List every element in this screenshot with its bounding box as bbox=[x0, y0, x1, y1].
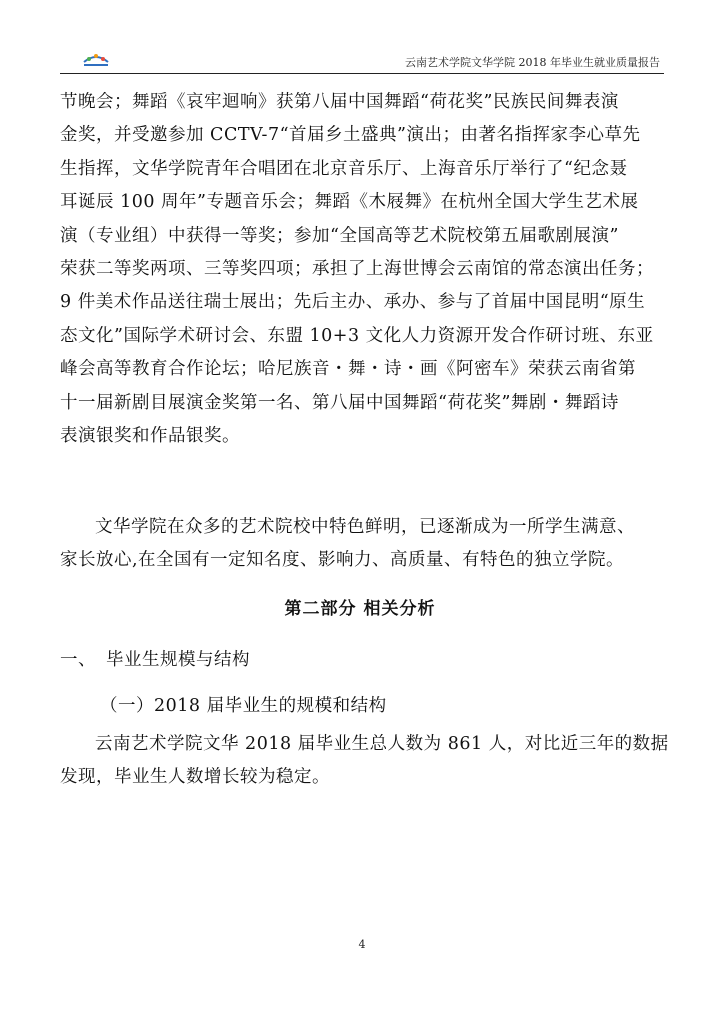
school-logo-icon bbox=[78, 52, 114, 68]
heading-level-1 bbox=[60, 648, 250, 672]
text-line: 演（专业组）中获得一等奖；参加“全国高等艺术院校第五届歌剧展演” bbox=[60, 225, 619, 246]
text-line: 发现，毕业生人数增长较为稳定。 bbox=[60, 767, 330, 788]
text-line: 家长放心,在全国有一定知名度、影响力、高质量、有特色的独立学院。 bbox=[60, 550, 625, 571]
text-line: 峰会高等教育合作论坛；哈尼族音・舞・诗・画《阿密车》荣获云南省第 bbox=[60, 359, 636, 380]
heading-text: 毕业生规模与结构 bbox=[106, 650, 250, 670]
paragraph-achievements bbox=[60, 86, 660, 453]
paragraph-summary bbox=[60, 511, 660, 578]
page-header bbox=[60, 48, 664, 74]
text-line: 文华学院在众多的艺术院校中特色鲜明，已逐渐成为一所学生满意、 bbox=[95, 517, 635, 537]
header-rule bbox=[60, 73, 664, 74]
section-heading: 第二部分 相关分析 bbox=[284, 599, 436, 619]
text-line: 态文化”国际学术研讨会、东盟 10+3 文化人力资源开发合作研讨班、东亚 bbox=[60, 325, 654, 346]
paragraph-graduates bbox=[60, 728, 669, 795]
text-line: 云南艺术学院文华 2018 届毕业生总人数为 861 人，对比近三年的数据 bbox=[95, 734, 669, 754]
heading-number: 一、 bbox=[60, 650, 96, 670]
text-line: 耳诞辰 100 周年”专题音乐会；舞蹈《木屐舞》在杭州全国大学生艺术展 bbox=[60, 192, 639, 213]
text-line: 十一届新剧目展演金奖第一名、第八届中国舞蹈“荷花奖”舞剧・舞蹈诗 bbox=[60, 392, 619, 413]
text-line: 金奖，并受邀参加 CCTV-7“首届乡土盛典”演出；由著名指挥家李心草先 bbox=[60, 125, 641, 146]
page-number: 4 bbox=[358, 938, 366, 951]
text-line: 9 件美术作品送往瑞士展出；先后主办、承办、参与了首届中国昆明“原生 bbox=[60, 292, 646, 313]
text-line: 节晚会；舞蹈《哀牢迴响》获第八届中国舞蹈“荷花奖”民族民间舞表演 bbox=[60, 92, 619, 112]
text-line: 生指挥，文华学院青年合唱团在北京音乐厅、上海音乐厅举行了“纪念聂 bbox=[60, 158, 628, 179]
header-title: 云南艺术学院文华学院 2018 年毕业生就业质量报告 bbox=[405, 56, 660, 69]
heading-level-2: （一）2018 届毕业生的规模和结构 bbox=[100, 696, 387, 716]
text-line: 表演银奖和作品银奖。 bbox=[60, 426, 240, 447]
text-line: 荣获二等奖两项、三等奖四项；承担了上海世博会云南馆的常态演出任务； bbox=[60, 259, 654, 280]
